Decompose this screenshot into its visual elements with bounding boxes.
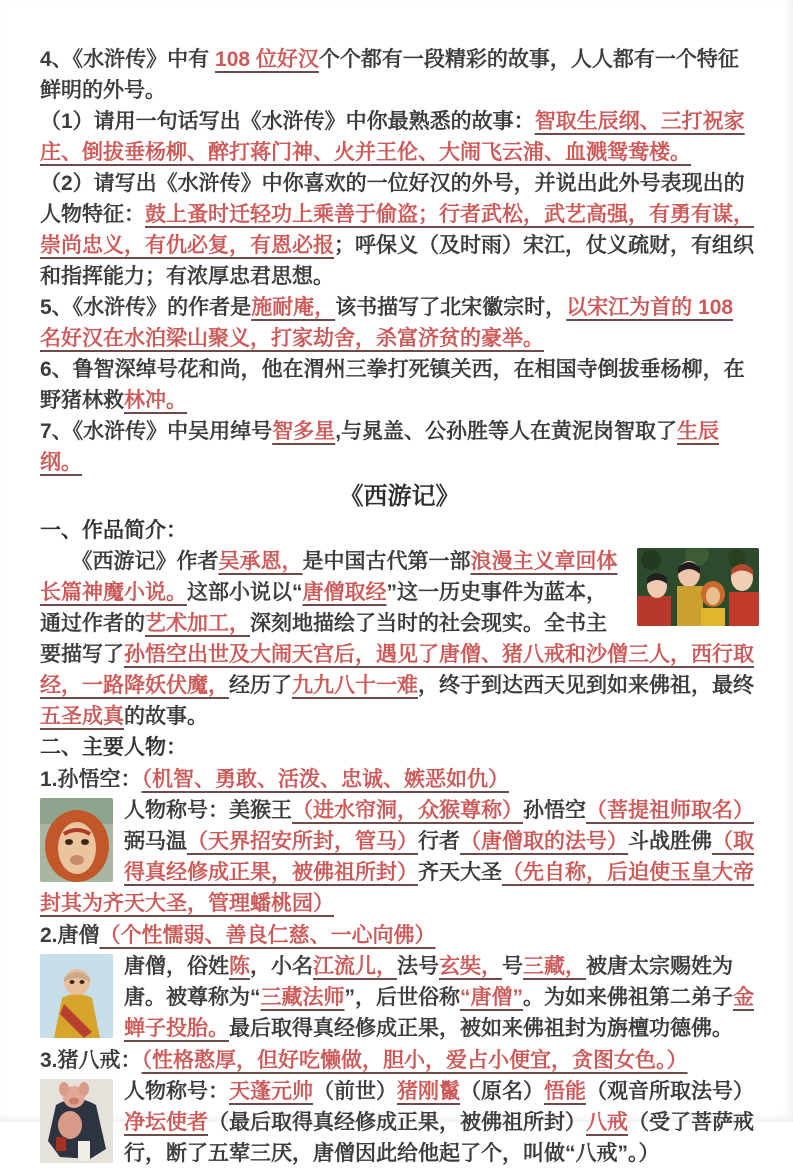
answer-blank: 孙悟空出世及大闹天宫后，遇见了唐僧、猪八戒和沙僧三人，西行取经，一路降妖伏魔， bbox=[40, 643, 754, 697]
question-text: 5、《水浒传》的作者是 bbox=[40, 296, 252, 319]
body-text: （前世） bbox=[313, 1080, 397, 1103]
question-4-sub1 bbox=[40, 106, 759, 168]
body-text: 。为如来佛祖第二弟子 bbox=[523, 986, 733, 1009]
body-text: 号 bbox=[502, 955, 523, 978]
sun-wukong-photo bbox=[40, 798, 113, 882]
answer-blank: 智取生辰纲、三打祝家庄、倒拔垂杨柳、醉打蒋门神、火并王伦、大闹飞云浦、血溅鸳鸯楼。 bbox=[40, 110, 745, 164]
body-text: （受了菩萨戒行，断了五荤三厌，唐僧因此给他起了个，叫做“八戒”。） bbox=[124, 1111, 754, 1165]
answer-blank: （取得真经修成正果，被佛祖所封） bbox=[124, 830, 754, 884]
body-text: （观音所取法号） bbox=[586, 1080, 754, 1103]
answer-blank: （唐僧取的法号） bbox=[460, 830, 628, 853]
answer-blank: 吴承恩， bbox=[218, 550, 303, 573]
answer-blank: 天蓬元帅 bbox=[229, 1080, 313, 1103]
question-text: 6、鲁智深绰号花和尚，他在渭州三拳打死镇关西，在相国寺倒拔垂杨柳，在野猪林救 bbox=[40, 358, 745, 412]
body-text: ”这一历史事件为蓝本，通过作者的 bbox=[40, 581, 607, 635]
answer-blank: 三藏法师 bbox=[260, 986, 345, 1009]
body-text: 的故事。 bbox=[124, 705, 208, 728]
question-text: （1）请用一句话写出《水浒传》中你最熟悉的故事： bbox=[40, 110, 535, 133]
body-text: 孙悟空 bbox=[523, 799, 586, 822]
body-text: 斗战胜佛 bbox=[628, 830, 712, 853]
answer-blank: 三藏， bbox=[523, 955, 586, 978]
answer-blank: （天界招安所封，管马） bbox=[187, 830, 418, 853]
photo-art bbox=[40, 954, 113, 1038]
intro-paragraph bbox=[40, 546, 759, 732]
body-text: ”，后世俗称 bbox=[344, 986, 460, 1009]
answer-blank: 猪刚鬣 bbox=[397, 1080, 460, 1103]
answer-blank: （先自称，后迫使玉皇大帝封其为齐天大圣，管理蟠桃园） bbox=[40, 861, 754, 915]
character-heading-tangseng bbox=[40, 920, 759, 951]
character-name: 3.猪八戒： bbox=[40, 1049, 142, 1072]
answer-blank: 浪漫主义章回体长篇神魔小说。 bbox=[40, 550, 618, 604]
character-body-wukong bbox=[40, 795, 759, 919]
character-heading-bajie bbox=[40, 1045, 759, 1076]
body-text: 经历了 bbox=[229, 674, 292, 697]
body-text: 这部小说以“ bbox=[187, 581, 303, 604]
answer-blank: 林冲。 bbox=[124, 389, 187, 412]
question-text: ,与晁盖、公孙胜等人在黄泥岗智取了 bbox=[335, 420, 678, 443]
answer-blank: 陈 bbox=[229, 955, 250, 978]
body-text: 人物称号：美猴王 bbox=[124, 799, 292, 822]
character-heading-wukong bbox=[40, 764, 759, 795]
answer-blank: 生辰纲。 bbox=[40, 420, 720, 474]
answer-blank: （机智、勇敢、活泼、忠诚、嫉恶如仇） bbox=[141, 768, 510, 791]
answer-blank: （菩提祖师取名） bbox=[586, 799, 754, 822]
question-text: 该书描写了北宋徽宗时， bbox=[335, 296, 567, 319]
answer-blank: 九九八十一难 bbox=[292, 674, 418, 697]
body-text: （原名） bbox=[460, 1080, 544, 1103]
section-heading-characters: 二、主要人物： bbox=[40, 736, 187, 759]
answer-blank: 108 位好汉 bbox=[215, 48, 319, 71]
body-text: 法号 bbox=[397, 955, 439, 978]
body-text: 弼马温 bbox=[124, 830, 187, 853]
answer-blank: 净坛使者 bbox=[124, 1111, 208, 1134]
character-name: 1.孙悟空： bbox=[40, 768, 142, 791]
body-text: 被唐太宗赐姓为唐。被尊称为“ bbox=[124, 955, 733, 1009]
question-text: 7、《水浒传》中吴用绰号 bbox=[40, 420, 273, 443]
photo-art bbox=[40, 1079, 113, 1163]
body-text: 齐天大圣 bbox=[418, 861, 502, 884]
question-4 bbox=[40, 44, 759, 106]
body-text: ，小名 bbox=[250, 955, 313, 978]
answer-blank: 玄奘， bbox=[439, 955, 502, 978]
question-text: 4、《水浒传》中有 bbox=[40, 48, 216, 71]
question-4-sub2 bbox=[40, 168, 759, 292]
body-text: 唐僧，俗姓 bbox=[124, 955, 229, 978]
character-body-tangseng bbox=[40, 951, 759, 1044]
question-5 bbox=[40, 292, 759, 354]
body-text: 最后取得真经修成正果，被如来佛祖封为旃檀功德佛。 bbox=[229, 1017, 733, 1040]
tang-seng-photo bbox=[40, 954, 113, 1038]
body-text: 人物称号： bbox=[124, 1080, 229, 1103]
body-text: 行者 bbox=[418, 830, 460, 853]
answer-blank: 以宋江为首的 108 名好汉在水泊梁山聚义，打家劫舍，杀富济贫的豪举。 bbox=[40, 296, 734, 350]
answer-blank: 艺术加工， bbox=[145, 612, 250, 635]
answer-blank: 五圣成真 bbox=[40, 705, 124, 728]
answer-blank: 智多星 bbox=[272, 420, 336, 443]
character-name: 2.唐僧 bbox=[40, 924, 100, 947]
answer-blank: 悟能 bbox=[544, 1080, 586, 1103]
answer-blank: 江流儿， bbox=[313, 955, 397, 978]
body-text: （最后取得真经修成正果，被佛祖所封） bbox=[208, 1111, 586, 1134]
answer-blank: 鼓上蚤时迁轻功上乘善于偷盗；行者武松，武艺高强，有勇有谋，崇尚忠义，有仇必复，有恩必报 bbox=[40, 203, 754, 257]
character-body-bajie bbox=[40, 1076, 759, 1169]
photo-art bbox=[637, 548, 759, 626]
body-text: 《西游记》作者 bbox=[71, 550, 219, 573]
answer-blank: 八戒 bbox=[586, 1111, 628, 1134]
answer-blank: 唐僧取经 bbox=[302, 581, 387, 604]
zhu-bajie-photo bbox=[40, 1079, 113, 1163]
answer-blank: （进水帘洞，众猴尊称） bbox=[292, 799, 523, 822]
section-heading-intro: 一、作品简介： bbox=[40, 519, 187, 542]
question-7 bbox=[40, 416, 759, 478]
journey-west-group-photo bbox=[637, 548, 759, 626]
question-text: ；呼保义（及时雨）宋江，仗义疏财，有组织和指挥能力；有浓厚忠君思想。 bbox=[40, 234, 754, 288]
book-title: 《西游记》 bbox=[339, 483, 460, 510]
question-6 bbox=[40, 354, 759, 416]
answer-blank: （个性懦弱、善良仁慈、一心向佛） bbox=[99, 924, 436, 947]
body-text: ，终于到达西天见到如来佛祖，最终 bbox=[418, 674, 754, 697]
photo-art bbox=[40, 798, 113, 882]
answer-blank: 金蝉子投胎。 bbox=[124, 986, 754, 1040]
question-text: （2）请写出《水浒传》中你喜欢的一位好汉的外号，并说出此外号表现出的人物特征： bbox=[40, 172, 745, 226]
answer-blank: “唐僧” bbox=[460, 986, 523, 1009]
body-text: 深刻地描绘了当时的社会现实。全书主要描写了 bbox=[40, 612, 607, 666]
answer-blank: 施耐庵， bbox=[251, 296, 336, 319]
answer-blank: （性格憨厚，但好吃懒做，胆小，爱占小便宜，贪图女色。） bbox=[141, 1049, 688, 1072]
question-text: 个个都有一段精彩的故事，人人都有一个特征鲜明的外号。 bbox=[40, 48, 739, 102]
body-text: 是中国古代第一部 bbox=[302, 550, 471, 573]
